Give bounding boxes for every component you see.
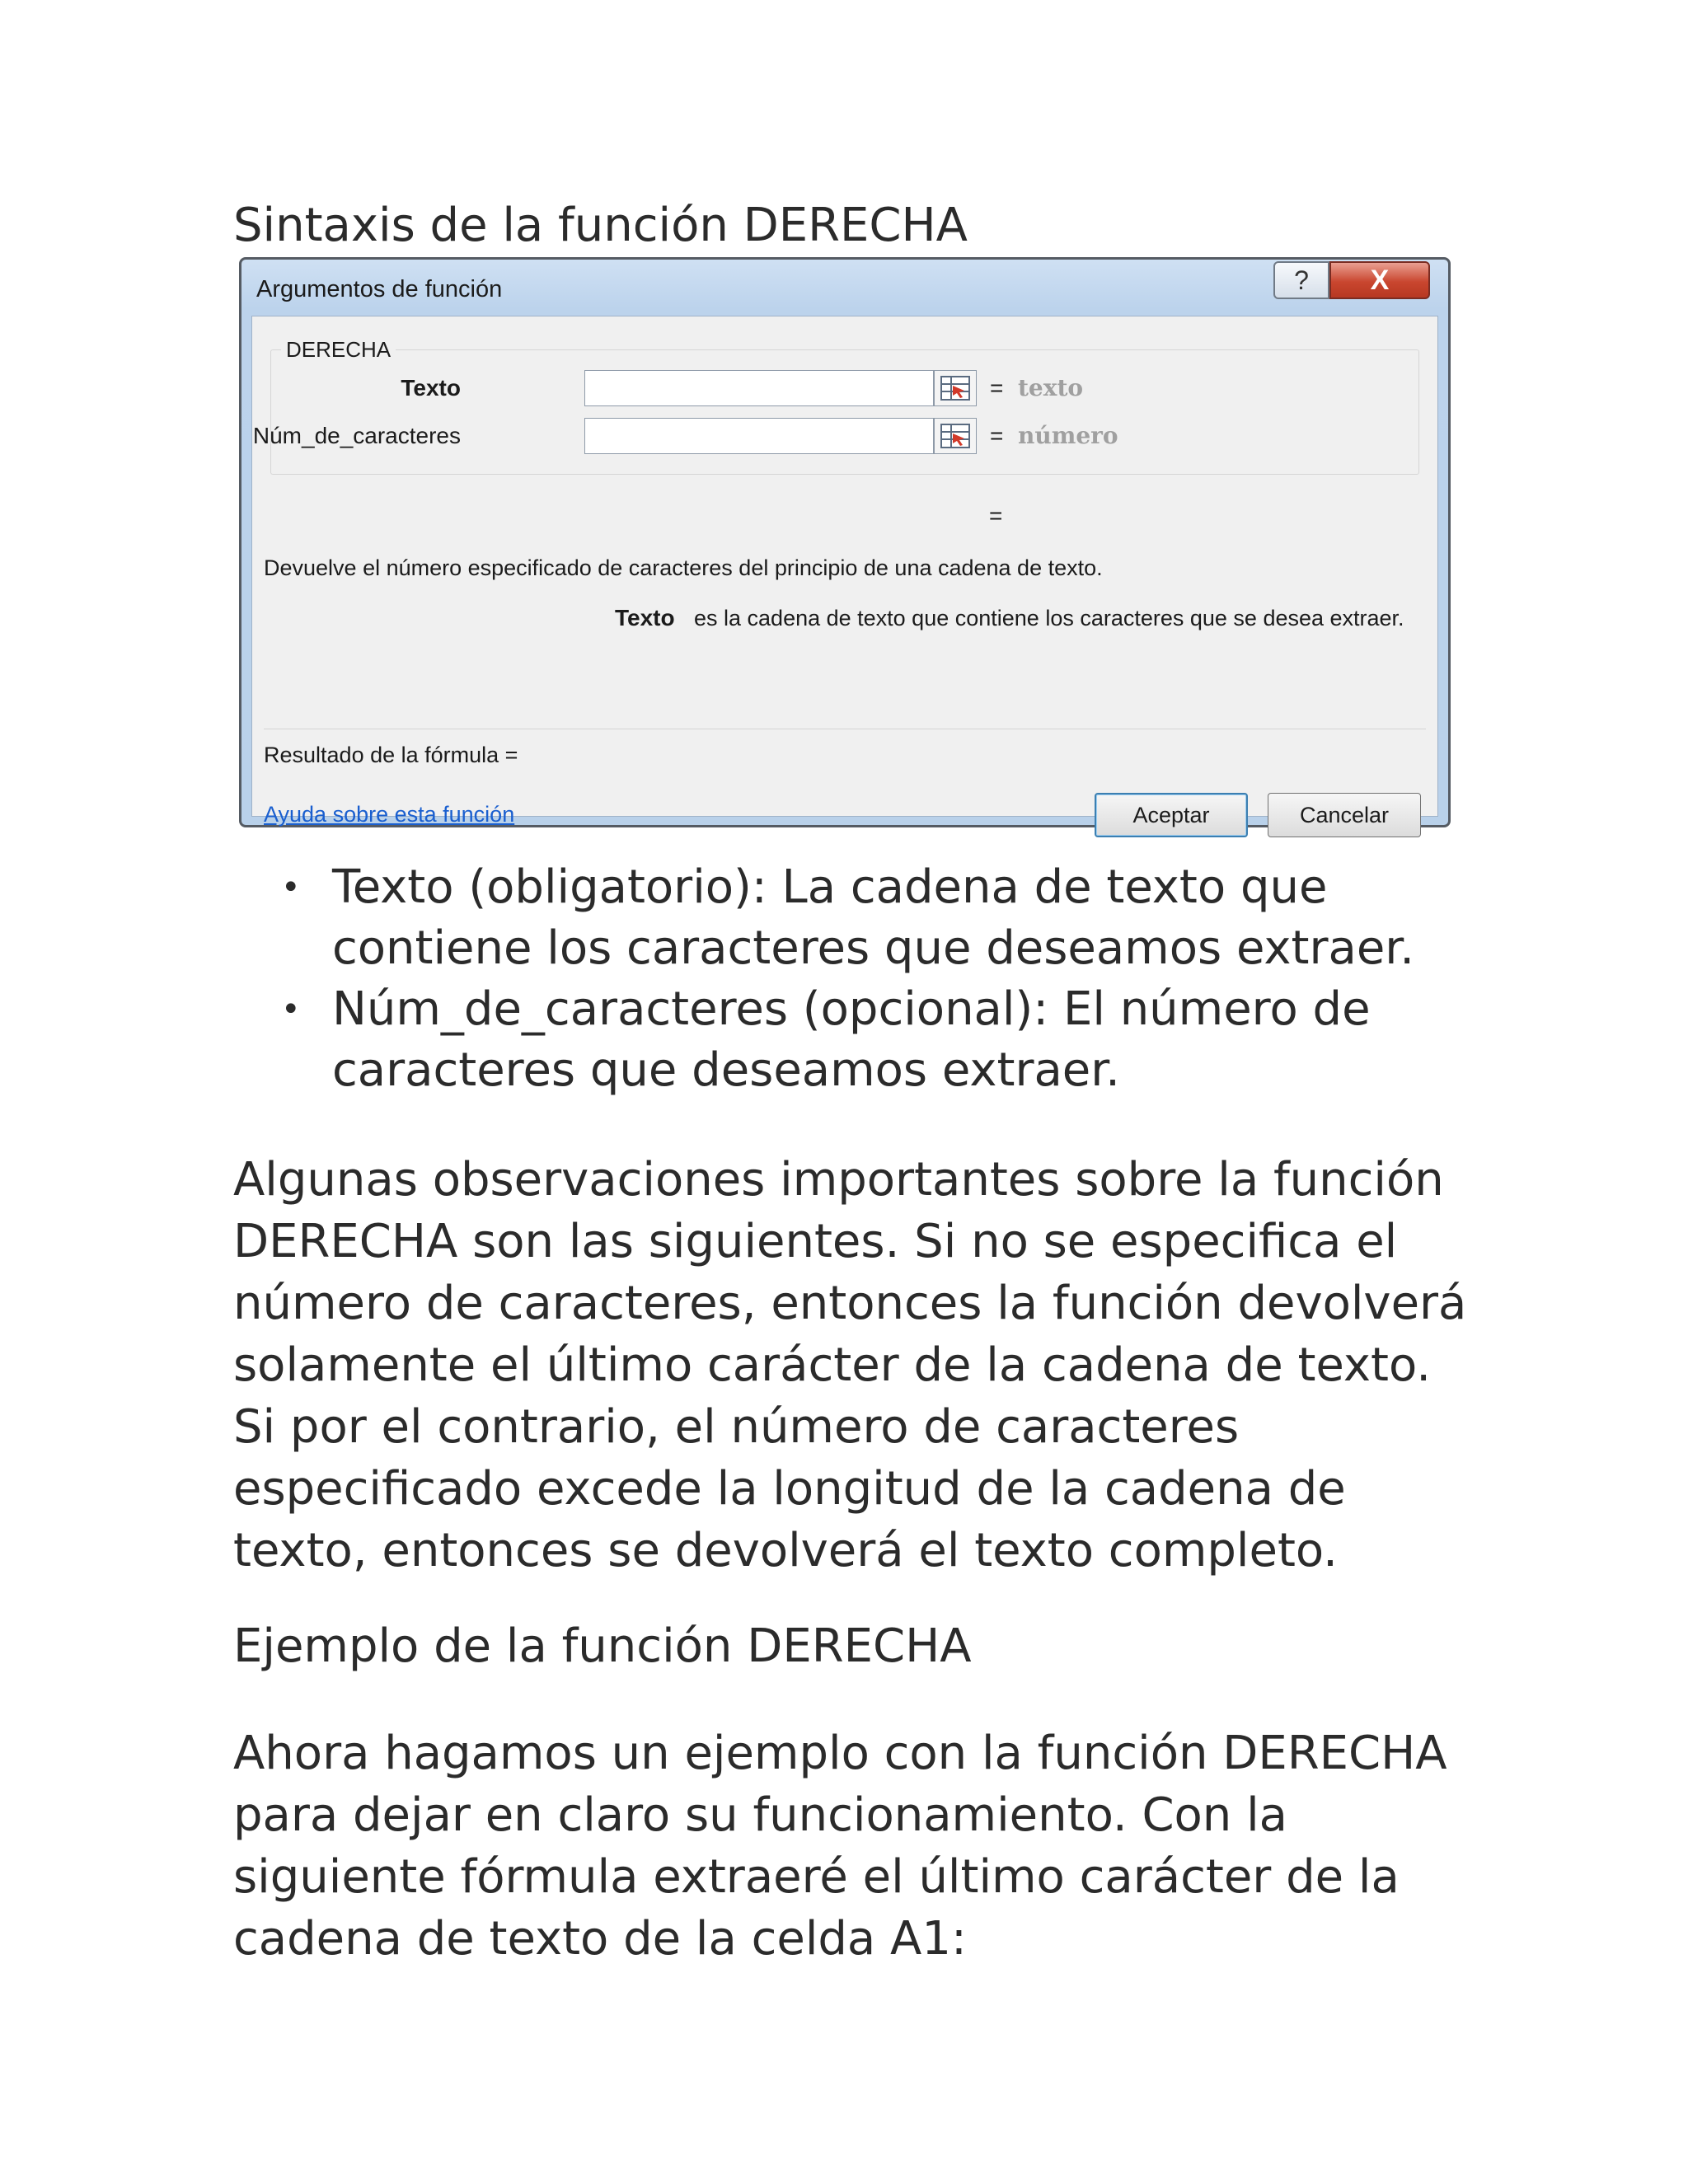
arg-type-num-caracteres: número [1018,422,1118,449]
section-heading-syntax: Sintaxis de la función DERECHA [233,199,968,252]
section-heading-example: Ejemplo de la función DERECHA [233,1619,972,1673]
result-equals: = [989,503,1003,528]
arg-equals-texto: = [990,375,1004,401]
range-select-button-texto[interactable] [934,370,977,406]
close-button[interactable]: X [1329,261,1430,299]
help-button[interactable]: ? [1273,261,1329,299]
list-item: • Núm_de_caracteres (opcional): El número de caracteres que deseamos extraer. [233,979,1470,1101]
range-select-button-num-caracteres[interactable] [934,418,977,454]
dialog-title: Argumentos de función [256,276,503,302]
arg-equals-num-caracteres: = [990,423,1004,448]
param-name: Texto [615,605,675,630]
arg-label-texto: Texto [401,375,461,401]
cancel-button[interactable]: Cancelar [1268,793,1421,837]
param-description: es la cadena de texto que contiene los caracteres que se desea extraer. [694,606,1404,630]
dialog-body [251,316,1438,827]
texto-input[interactable] [584,370,934,406]
arg-type-texto: texto [1018,374,1084,401]
function-arguments-dialog [239,257,1451,827]
argument-list [233,857,1470,1101]
list-item: • Texto (obligatorio): La cadena de texto que contiene los caracteres que deseamos extraer. [233,857,1470,979]
num-caracteres-input[interactable] [584,418,934,454]
function-description: Devuelve el número especificado de caracteres del principio de una cadena de texto. [264,555,1103,580]
help-link[interactable]: Ayuda sobre esta función [264,802,515,827]
range-select-icon [935,419,976,453]
range-select-icon [935,371,976,405]
paragraph-example: Ahora hagamos un ejemplo con la función DERECHA para dejar en claro su funcionamiento. Con la siguiente fórmula extraeré el último carácter de la cadena de texto de la celda A1: [233,1727,1447,1966]
paragraph-observations: Algunas observaciones importantes sobre la función DERECHA son las siguientes. Si no se especifica el número de caracteres, entonces la función devolverá solamente el último carácter de la cadena de texto. Si por el contrario, el número de caracteres especificado excede la longitud de la cadena de texto, entonces se devolverá el texto completo. [233,1153,1467,1577]
formula-result: Resultado de la fórmula = [264,743,518,767]
ok-button[interactable]: Aceptar [1095,793,1248,837]
arg-label-num-caracteres: Núm_de_caracteres [252,423,461,448]
function-group [252,337,1419,475]
function-name: DERECHA [281,335,396,363]
